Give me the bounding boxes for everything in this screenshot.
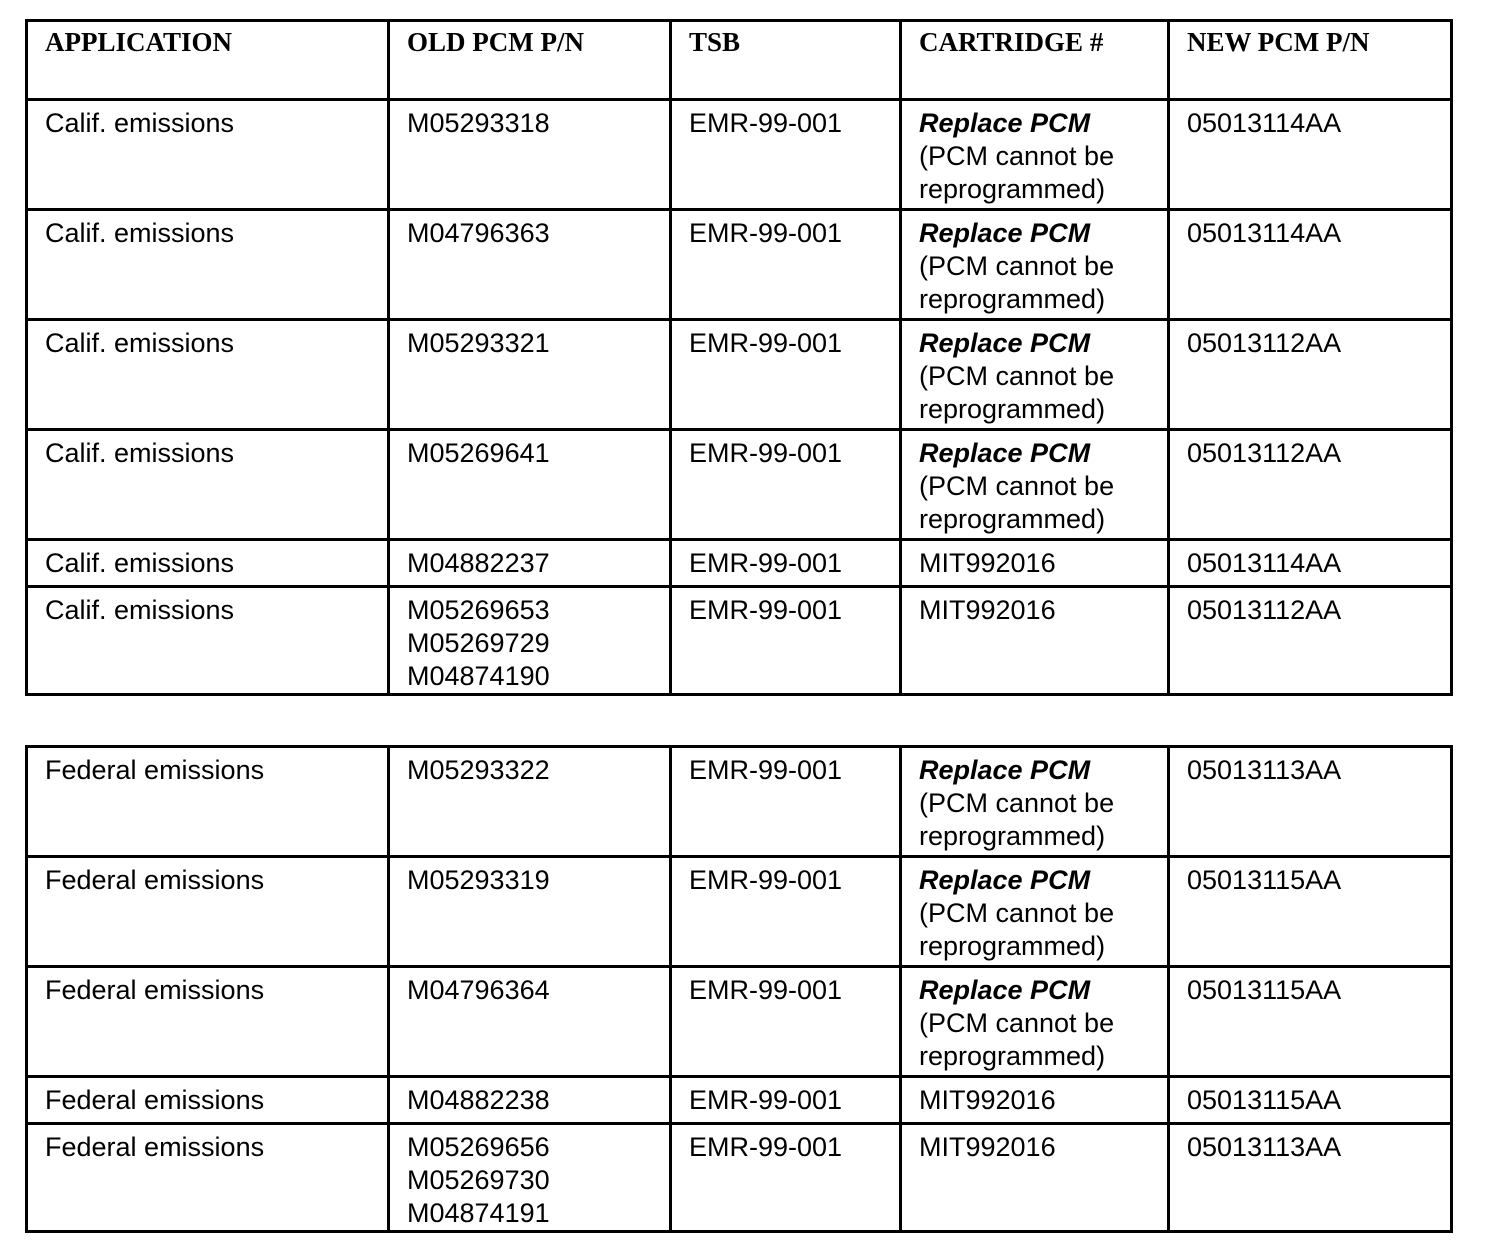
cell-application: Calif. emissions <box>27 320 389 430</box>
replace-pcm-note: (PCM cannot be reprogrammed) <box>919 251 1115 314</box>
cell-application: Federal emissions <box>27 857 389 967</box>
cell-new-pcm: 05013115AA <box>1169 1077 1452 1124</box>
cell-tsb: EMR-99-001 <box>671 430 901 540</box>
cell-old-pcm: M05293321 <box>389 320 671 430</box>
cell-cartridge <box>901 747 1169 857</box>
cell-application: Federal emissions <box>27 747 389 857</box>
cell-old-pcm: M04882237 <box>389 540 671 587</box>
cell-application: Calif. emissions <box>27 587 389 695</box>
cell-tsb: EMR-99-001 <box>671 210 901 320</box>
cell-cartridge <box>901 100 1169 210</box>
cell-tsb: EMR-99-001 <box>671 967 901 1077</box>
cell-cartridge: MIT992016 <box>901 540 1169 587</box>
replace-pcm-note: (PCM cannot be reprogrammed) <box>919 141 1115 204</box>
cell-new-pcm: 05013113AA <box>1169 747 1452 857</box>
replace-pcm-label: Replace PCM <box>919 755 1091 785</box>
cell-application: Calif. emissions <box>27 430 389 540</box>
cell-cartridge: MIT992016 <box>901 1077 1169 1124</box>
cell-new-pcm: 05013114AA <box>1169 100 1452 210</box>
table-row <box>27 747 1452 857</box>
table-row <box>27 430 1452 540</box>
replace-pcm-label: Replace PCM <box>919 438 1091 468</box>
cell-cartridge <box>901 967 1169 1077</box>
replace-pcm-note: (PCM cannot be reprogrammed) <box>919 898 1115 961</box>
replace-pcm-note: (PCM cannot be reprogrammed) <box>919 788 1115 851</box>
table-row <box>27 320 1452 430</box>
cell-new-pcm: 05013112AA <box>1169 320 1452 430</box>
header-tsb: TSB <box>671 21 901 100</box>
replace-pcm-label: Replace PCM <box>919 328 1091 358</box>
cell-new-pcm: 05013113AA <box>1169 1124 1452 1232</box>
cell-tsb: EMR-99-001 <box>671 320 901 430</box>
cell-tsb: EMR-99-001 <box>671 587 901 695</box>
cell-new-pcm: 05013112AA <box>1169 430 1452 540</box>
table-header-row <box>27 21 1452 100</box>
header-cartridge: CARTRIDGE # <box>901 21 1169 100</box>
cell-application: Federal emissions <box>27 1124 389 1232</box>
header-new-pcm: NEW PCM P/N <box>1169 21 1452 100</box>
table-row <box>27 857 1452 967</box>
cell-new-pcm: 05013114AA <box>1169 540 1452 587</box>
cell-tsb: EMR-99-001 <box>671 747 901 857</box>
replace-pcm-label: Replace PCM <box>919 865 1091 895</box>
header-old-pcm: OLD PCM P/N <box>389 21 671 100</box>
cell-cartridge <box>901 857 1169 967</box>
cell-new-pcm: 05013112AA <box>1169 587 1452 695</box>
cell-new-pcm: 05013114AA <box>1169 210 1452 320</box>
table-row <box>27 210 1452 320</box>
table-row <box>27 100 1452 210</box>
table-row <box>27 540 1452 587</box>
cell-application: Calif. emissions <box>27 540 389 587</box>
cell-cartridge <box>901 210 1169 320</box>
cell-new-pcm: 05013115AA <box>1169 857 1452 967</box>
cell-application: Federal emissions <box>27 1077 389 1124</box>
cell-application: Federal emissions <box>27 967 389 1077</box>
calif-emissions-table <box>25 19 1453 696</box>
replace-pcm-label: Replace PCM <box>919 975 1091 1005</box>
replace-pcm-note: (PCM cannot be reprogrammed) <box>919 471 1115 534</box>
cell-cartridge <box>901 430 1169 540</box>
cell-application: Calif. emissions <box>27 210 389 320</box>
replace-pcm-note: (PCM cannot be reprogrammed) <box>919 361 1115 424</box>
cell-tsb: EMR-99-001 <box>671 857 901 967</box>
header-application: APPLICATION <box>27 21 389 100</box>
cell-cartridge: MIT992016 <box>901 1124 1169 1232</box>
cell-old-pcm: M04796364 <box>389 967 671 1077</box>
cell-old-pcm: M04796363 <box>389 210 671 320</box>
cell-old-pcm: M05269641 <box>389 430 671 540</box>
cell-old-pcm: M05293318 <box>389 100 671 210</box>
replace-pcm-label: Replace PCM <box>919 218 1091 248</box>
cell-old-pcm: M05293322 <box>389 747 671 857</box>
replace-pcm-note: (PCM cannot be reprogrammed) <box>919 1008 1115 1071</box>
replace-pcm-label: Replace PCM <box>919 108 1091 138</box>
cell-tsb: EMR-99-001 <box>671 1077 901 1124</box>
cell-cartridge: MIT992016 <box>901 587 1169 695</box>
cell-application: Calif. emissions <box>27 100 389 210</box>
federal-emissions-table <box>25 745 1453 1233</box>
cell-tsb: EMR-99-001 <box>671 1124 901 1232</box>
table-row <box>27 1077 1452 1124</box>
cell-new-pcm: 05013115AA <box>1169 967 1452 1077</box>
cell-old-pcm: M05269656 M05269730 M04874191 <box>389 1124 671 1232</box>
table-row <box>27 587 1452 695</box>
table-row <box>27 1124 1452 1232</box>
cell-old-pcm: M04882238 <box>389 1077 671 1124</box>
cell-cartridge <box>901 320 1169 430</box>
table-row <box>27 967 1452 1077</box>
cell-tsb: EMR-99-001 <box>671 540 901 587</box>
cell-old-pcm: M05293319 <box>389 857 671 967</box>
cell-old-pcm: M05269653 M05269729 M04874190 <box>389 587 671 695</box>
cell-tsb: EMR-99-001 <box>671 100 901 210</box>
